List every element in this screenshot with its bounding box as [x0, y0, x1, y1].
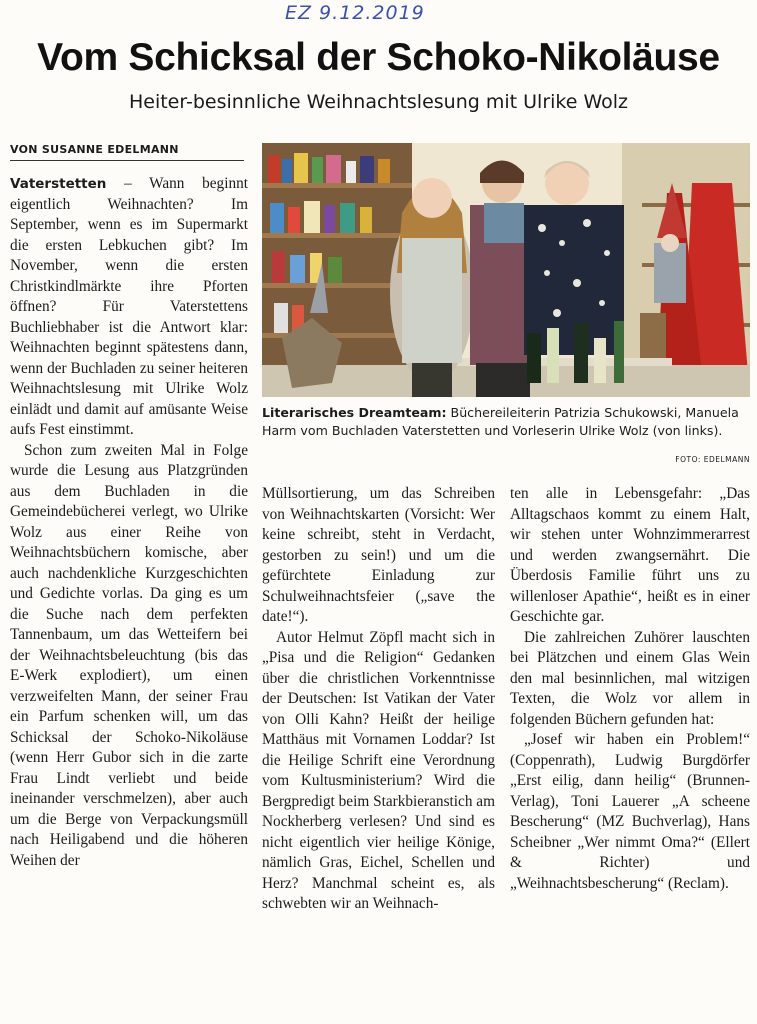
article-column-1	[10, 174, 248, 871]
article-photo	[262, 143, 750, 397]
paragraph-3: Müllsortierung, um das Schreiben von Weihnachtskarten (Vorsicht: Wer keine schreibt, steht in Verdacht, gestorben zu sein!) und um die gefürchtete Einladung zur Schulweihnachtsfeier („save the date!“).	[262, 485, 495, 625]
paragraph-1	[10, 174, 248, 441]
paragraph-5: ten alle in Lebensgefahr: „Das Alltagschaos kommt zu einem Halt, wir stehen unter Wohnzimmerarrest und werden zwangsernährt. Die Überdosis Familie führt uns zu willenloser Apathie“, heißt es in einer Geschichte gar.	[510, 485, 750, 625]
paragraph-7: „Josef wir haben ein Problem!“ (Coppenrath), Ludwig Burgdörfer „Erst eilig, dann heilig“ (Brunnen-Verlag), Toni Lauerer „A scheene Bescherung“ (MZ Buchverlag), Hans Scheibner „Wer nimmt Oma?“ (Ellert & Richter) und „Weihnachtsbescherung“ (Reclam).	[510, 731, 750, 892]
subheadline: Heiter-besinnliche Weihnachtslesung mit Ulrike Wolz	[128, 91, 629, 113]
byline: VON SUSANNE EDELMANN	[10, 143, 244, 161]
photo-caption	[262, 404, 750, 440]
dateline: Vaterstetten	[10, 176, 107, 192]
article-column-3	[510, 484, 750, 894]
paragraph-1-text: – Wann beginnt eigentlich Weihnachten? Im September, wenn es im Supermarkt die ersten Lebkuchen gibt? Im November, wenn die ersten Christkindlmärkte ihre Pforten öffnen? Für Vaterstettens Buchliebhaber ist die Antwort klar: Weihnachten beginnt spätestens dann, wenn der Buchladen zu seiner heiteren Weihnachtslesung mit Ulrike Wolz einlädt und damit auf amüsante Weise aufs Fest einstimmt.	[10, 175, 248, 438]
handwritten-date-note: EZ 9.12.2019	[285, 2, 425, 24]
article-column-2	[262, 484, 495, 915]
photo-bookstore-scene	[262, 143, 750, 397]
paragraph-6: Die zahlreichen Zuhörer lauschten bei Plätzchen und einem Glas Wein den mal besinnlichen, mal witzigen Texten, die Wolz vor allem in folgenden Büchern gefunden hat:	[510, 628, 750, 728]
caption-text: Büchereileiterin Patrizia Schukowski, Manuela Harm vom Buchladen Vaterstetten und Vorleserin Ulrike Wolz (von links).	[262, 405, 739, 438]
caption-lead: Literarisches Dreamteam:	[262, 405, 447, 420]
headline: Vom Schicksal der Schoko-Nikoläuse	[37, 36, 720, 79]
paragraph-2: Schon zum zweiten Mal in Folge wurde die Lesung aus Platzgründen aus dem Buchladen in die Gemeindebücherei verlegt, wo Ulrike Wolz aus einer Reihe von Weihnachtsbüchern komische, aber auch nachdenkliche Kurzgeschichten und Gedichte vorlas. Da ging es um die Suche nach dem perfekten Tannenbaum, um das Wetteifern bei der Weihnachtsbeleuchtung (bis das E-Werk explodiert), um einen verzweifelten Mann, der seiner Frau ein Parfum schenken will, um das Schicksal der Schoko-Nikoläuse (wenn Herr Gubor sich in die zarte Frau Lindt verliebt und beide ineinander verschmelzen), aber auch um die Berge von Verpackungsmüll nach Heiligabend und die höheren Weihen der	[10, 441, 248, 869]
paragraph-4: Autor Helmut Zöpfl macht sich in „Pisa und die Religion“ Gedanken über die christlichen Vorkenntnisse der Deutschen: Ist Vatikan der Vater von Olli Kahn? Heißt der heilige Matthäus mit Vornamen Loddar? Ist die Heilige Schrift eine Verordnung vom Kultusministerium? Wird die Bergpredigt beim Starkbieranstich am Nockherberg verlesen? Und sind es nicht eigentlich vier heilige Könige, nämlich Gras, Eichel, Schellen und Herz? Manchmal scheint es, als schwebten wir an Weihnach-	[262, 628, 495, 912]
photo-credit: FOTO: EDELMANN	[675, 455, 750, 464]
